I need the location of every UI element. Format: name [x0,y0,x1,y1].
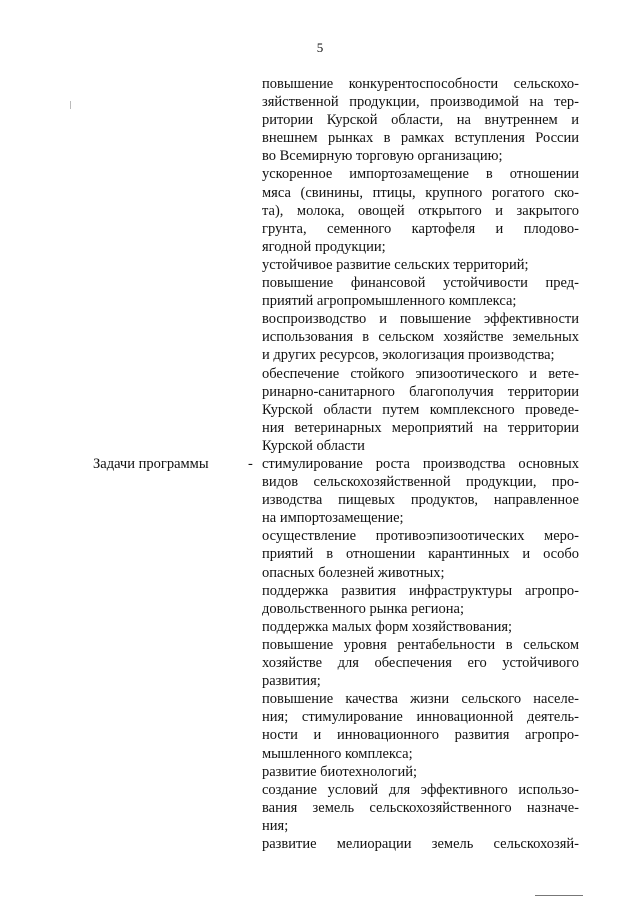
tasks-line: видов сельскохозяйственной продукции, про- [262,474,579,491]
goals-line: зяйственной продукции, производимой на тер- [262,94,579,111]
tasks-line: стимулирование роста производства основных [262,456,579,472]
footer-scan-mark [535,895,583,896]
tasks-line: повышение уровня рентабельности в сельском [262,636,579,653]
tasks-line: развития; [262,673,321,690]
goals-line: ринарно-санитарного благополучия территории [262,383,579,400]
tasks-dash: - [248,456,253,472]
page-number: 5 [316,40,324,55]
goals-line: ягодной продукции; [262,238,386,255]
tasks-line: изводства пищевых продуктов, направленное [262,492,579,509]
goals-line: Курской области [262,437,365,454]
tasks-line: осуществление противоэпизоотических меро- [262,528,579,545]
goals-line: ускоренное импортозамещение в отношении [262,166,579,183]
goals-line: повышение финансовой устойчивости пред- [262,275,579,292]
tasks-line: поддержка малых форм хозяйствования; [262,618,513,635]
tasks-line: опасных болезней животных; [262,564,445,581]
goals-line: приятий агропромышленного комплекса; [262,293,517,310]
goals-line: и других ресурсов, экологизация производства; [262,347,555,364]
tasks-line: создание условий для эффективного использо- [262,781,579,798]
tasks-line: развитие биотехнологий; [262,763,418,780]
program-tasks-text [262,455,579,853]
goals-line: грунта, семенного картофеля и плодово- [262,220,579,237]
tasks-line: развитие мелиорации земель сельскохозяй- [262,835,579,852]
tasks-line: ности и инновационного развития агропро- [262,727,579,744]
tasks-line: вания земель сельскохозяйственного назначе- [262,799,579,816]
tasks-line: поддержка развития инфраструктуры агропро- [262,582,579,599]
goals-line: ния ветеринарных мероприятий на территории [262,419,579,436]
goals-line: повышение конкурентоспособности сельскохо- [262,76,579,92]
goals-line: во Всемирную торговую организацию; [262,148,503,165]
tasks-line: ния; стимулирование инновационной деятель- [262,709,579,726]
goals-line: мяса (свинины, птицы, крупного рогатого ско- [262,184,579,201]
goals-line: внешнем рынках в рамках вступления России [262,130,579,147]
tasks-line: ния; [262,817,289,834]
goals-line: та), молока, овощей открытого и закрытого [262,202,579,219]
tasks-line: приятий в отношении карантинных и особо [262,546,579,563]
goals-line: обеспечение стойкого эпизоотического и вете- [262,365,579,382]
program-goals-text [262,75,579,455]
goals-line: ритории Курской области, на внутреннем и [262,112,579,129]
tasks-line: повышение качества жизни сельского населе- [262,691,579,708]
tasks-line: хозяйстве для обеспечения его устойчивого [262,655,579,672]
goals-line: устойчивое развитие сельских территорий; [262,256,529,273]
tasks-section-label: Задачи программы [93,456,209,472]
tasks-line: довольственного рынка региона; [262,600,464,617]
goals-line: Курской области путем комплексного проведе- [262,401,579,418]
tasks-line: на импортозамещение; [262,510,404,527]
goals-line: использования в сельском хозяйстве земельных [262,329,579,346]
goals-line: воспроизводство и повышение эффективности [262,311,579,328]
tasks-line: мышленного комплекса; [262,745,413,762]
margin-mark [70,101,71,109]
